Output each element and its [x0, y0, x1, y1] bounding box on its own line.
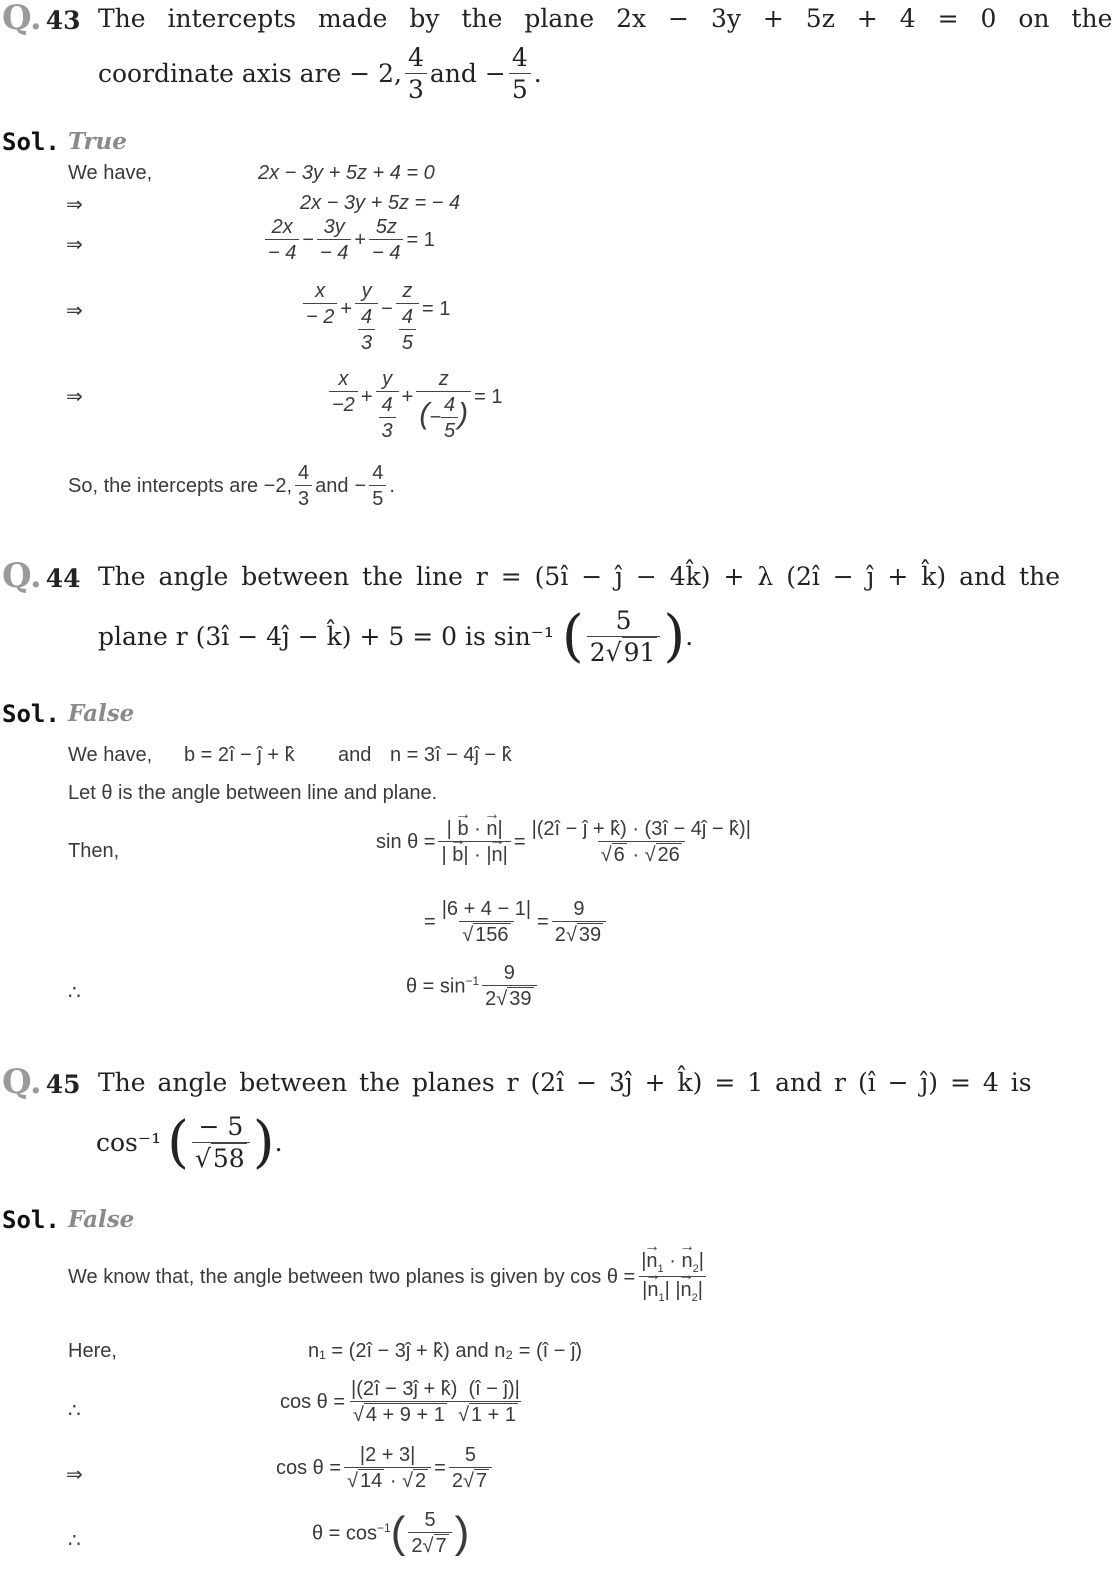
- question-44-header: [2, 556, 81, 596]
- theta-result-44: $\theta = \sin^{-1}$ $\frac{9}{2√ 39}$: [406, 962, 540, 1010]
- verdict-true: True: [68, 128, 127, 155]
- then-text: Then,: [68, 840, 120, 862]
- statement-text: cos⁻¹: [96, 1128, 162, 1157]
- normal-vectors: n₁ = (2î − 3ĵ + k̂) and n₂ = (î − ĵ): [308, 1340, 583, 1362]
- question-number: 43: [45, 6, 81, 35]
- implies-icon: ⇒: [66, 1462, 83, 1486]
- sol-label: Sol.: [2, 128, 60, 156]
- question-marker: Q.: [2, 556, 42, 596]
- equation-5: $\frac{x}{-2}$ + $\frac{y}{\frac{4}{3}}$ + z (− $\frac{4}{5}$ ) = 1: [326, 368, 502, 442]
- we-have-text: We have,: [68, 744, 153, 766]
- sol-label: Sol.: [2, 700, 60, 728]
- sol-label: Sol.: [2, 1206, 60, 1234]
- conclusion-43: So, the intercepts are −2, $\frac{4}{3}$ and − $\frac{4}{5}$ .: [68, 462, 395, 510]
- here-text: Here,: [68, 1340, 117, 1362]
- fraction-4-3: $\frac{4}{3}$: [405, 44, 427, 103]
- b-vector: b = 2î − ĵ + k̂: [184, 744, 295, 766]
- question-45-header: [2, 1062, 81, 1102]
- question-number: 44: [45, 564, 81, 593]
- and-text: and: [429, 59, 477, 88]
- therefore-icon: ∴: [68, 1400, 81, 1422]
- and-text: and: [338, 744, 372, 766]
- implies-icon: ⇒: [66, 298, 83, 322]
- sin-theta-equation: sin θ = $\frac{| \to b \cdot \to n|}{| \to b| \cdot |\to n|}$ = $\frac{|(2î - ĵ + k̂) \cdot (3î - 4ĵ - k̂)|}{√ 6 \cdot √ 26}$: [376, 818, 757, 866]
- question-number: 45: [45, 1070, 81, 1099]
- question-marker: Q.: [2, 0, 42, 38]
- cos-theta-simplified: cos θ = $\frac{|2 + 3|}{√ 14 \cdot √ 2}$ = $\frac{5}{2√ 7}$: [276, 1444, 495, 1492]
- implies-icon: ⇒: [66, 192, 83, 216]
- verdict-false: False: [68, 700, 135, 727]
- n-vector: n = 3î − 4ĵ − k̂: [390, 744, 512, 766]
- therefore-icon: ∴: [68, 982, 81, 1004]
- question-43-statement-line1: The intercepts made by the plane 2x − 3y + 5z + 4 = 0 on the: [98, 4, 1112, 33]
- therefore-icon: ∴: [68, 1530, 81, 1552]
- question-44-statement-line1: The angle between the line r = (5î − ĵ − 4k̂) + λ (2î − ĵ + k̂) and the: [98, 562, 1061, 591]
- cos-theta-equation: cos θ = $\frac{|(2î - 3ĵ + k̂) (î - ĵ)|}{√ 4 + 9 + 1 √ 1 + 1}$: [280, 1378, 520, 1426]
- conclusion-text: So, the intercepts are −2,: [68, 474, 293, 497]
- equation-1: 2x − 3y + 5z + 4 = 0: [258, 162, 435, 184]
- question-45-statement-line1: The angle between the planes r (2î − 3ĵ + k̂) = 1 and r (î − ĵ) = 4 is: [98, 1068, 1032, 1097]
- statement-text: plane r (3î − 4ĵ − k̂) + 5 = 0 is sin⁻¹: [98, 622, 554, 651]
- verdict-false: False: [68, 1206, 135, 1233]
- angle-formula: We know that, the angle between two planes is given by cos θ = $\frac{|\to n_1 \cdot \to n_2|}{|\to n_1| |\to n_2|}$: [68, 1250, 710, 1304]
- question-44-statement-line2: plane r (3î − 4ĵ − k̂) + 5 = 0 is sin⁻¹ ( $\frac{5}{2√91}$ ) .: [98, 604, 694, 669]
- know-text: We know that, the angle between two planes is given by cos θ =: [68, 1265, 636, 1288]
- implies-icon: ⇒: [66, 232, 83, 256]
- equation-2: 2x − 3y + 5z = − 4: [300, 192, 461, 214]
- question-43-header: [2, 0, 81, 38]
- and-text: and: [315, 474, 349, 497]
- question-45-statement-line2: cos⁻¹ ( $\frac{- 5}{√58}$ ) .: [96, 1110, 283, 1175]
- fraction-4-5: $\frac{4}{5}$: [509, 44, 531, 103]
- implies-icon: ⇒: [66, 384, 83, 408]
- theta-result-45: $\theta = \cos^{-1}$ ( $\frac{5}{2√ 7}$ ): [312, 1508, 470, 1557]
- equation-4: $\frac{x}{- 2}$ + $\frac{y}{\frac{4}{3}}$ − $\frac{z}{\frac{4}{5}}$ = 1: [300, 280, 450, 354]
- we-have-text: We have,: [68, 162, 153, 184]
- statement-text: coordinate axis are − 2,: [98, 59, 402, 88]
- let-theta-text: Let θ is the angle between line and plane.: [68, 782, 438, 804]
- equation-3: $\frac{2x}{- 4}$ − $\frac{3y}{- 4}$ + $\frac{5z}{- 4}$ = 1: [262, 216, 435, 264]
- sin-theta-simplified: = $\frac{|6 + 4 - 1|}{√ 156}$ = $\frac{9}{2√ 39}$: [424, 898, 609, 946]
- question-43-statement-line2: coordinate axis are − 2, $\frac{4}{3}$ and − $\frac{4}{5}$ .: [98, 43, 542, 104]
- question-marker: Q.: [2, 1062, 42, 1102]
